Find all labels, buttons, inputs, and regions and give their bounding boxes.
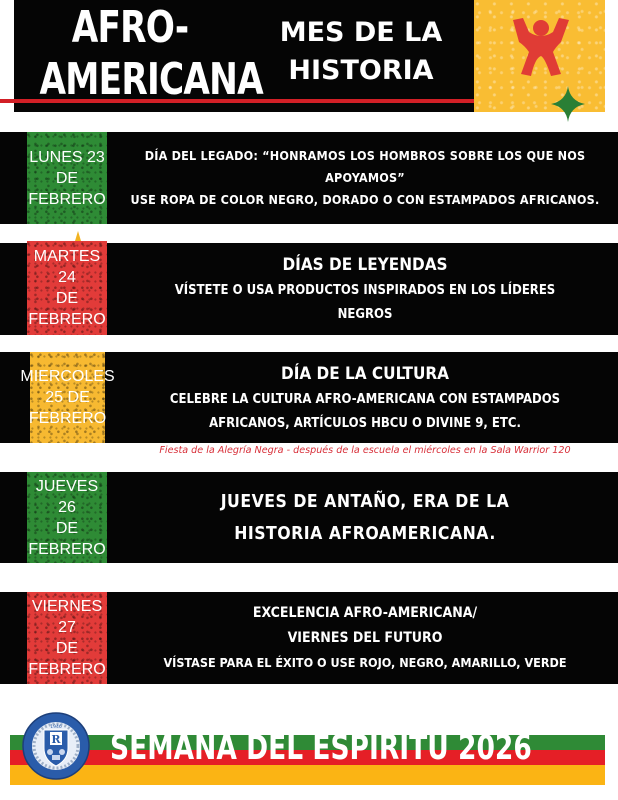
date-box-wednesday: [20, 352, 115, 443]
four-point-star-icon: [551, 86, 585, 122]
date-line: VIERNES 27: [31, 598, 103, 636]
logo-year: 1946: [50, 725, 62, 730]
date-box-friday: [27, 592, 107, 684]
date-line: LUNES 23: [29, 148, 105, 166]
event-text: AFRICANOS, ARTÍCULOS HBCU O DIVINE 9, ETC.: [209, 415, 521, 431]
event-text: USE ROPA DE COLOR NEGRO, DORADO O CON ESTAMPADOS AFRICANOS.: [130, 192, 600, 207]
date-box-thursday: [27, 472, 107, 563]
event-title: EXCELENCIA AFRO-AMERICANA/: [252, 605, 478, 621]
date-line: MIERCOLES: [20, 368, 115, 385]
date-line: DE: [55, 640, 79, 657]
date-line: JUEVES 26: [35, 477, 99, 516]
date-box-tuesday: [27, 241, 107, 335]
event-note: Fiesta de la Alegría Negra - después de la escuela el miércoles en la Sala Warrior 120: [159, 445, 571, 456]
date-line: FEBRERO: [28, 190, 106, 208]
date-box-monday: [27, 132, 107, 224]
header-title-afroamericana: [39, 2, 263, 110]
event-text: CELEBRE LA CULTURA AFRO-AMERICANA CON ESTAMPADOS: [169, 391, 561, 407]
date-line: 25 DE: [45, 389, 90, 406]
event-friday: [112, 592, 618, 684]
footer-title: SEMANA DEL ESPÍRITU 2026: [110, 728, 532, 768]
school-crest-logo-icon: [22, 712, 90, 780]
event-title: DÍAS DE LEYENDAS: [282, 255, 448, 275]
person-arms-raised-icon: [505, 12, 571, 78]
date-line: FEBRERO: [28, 410, 107, 427]
event-monday: [112, 132, 618, 224]
event-text: VÍSTETE O USA PRODUCTOS INSPIRADOS EN LOS LÍDERES: [174, 283, 556, 298]
date-line: DE FEBRERO: [28, 519, 106, 558]
event-tuesday: [112, 243, 618, 335]
event-thursday: [112, 472, 618, 563]
event-title: HISTORIA AFROAMERICANA.: [234, 523, 496, 544]
date-line: MARTES 24: [33, 248, 101, 286]
date-line: FEBRERO: [28, 661, 106, 678]
event-text: DÍA DEL LEGADO: “HONRAMOS LOS HOMBROS SOBRE LOS QUE NOS: [144, 148, 586, 163]
event-text: VÍSTASE PARA EL ÉXITO O USE ROJO, NEGRO, AMARILLO, VERDE: [163, 655, 567, 670]
logo-letter: R: [51, 733, 61, 746]
header-subtitle-line-2: HISTORIA: [288, 55, 434, 86]
header-title-line-1: AFRO-: [71, 2, 189, 53]
header-title-mes-historia: [248, 14, 474, 94]
event-wednesday: [112, 352, 618, 443]
header-subtitle-line-1: MES DE LA: [279, 17, 443, 48]
date-line: DE FEBRERO: [28, 290, 106, 328]
event-title: VIERNES DEL FUTURO: [287, 630, 443, 646]
event-text: APOYAMOS”: [325, 170, 405, 185]
event-text: NEGROS: [337, 307, 393, 322]
header-title-line-2: AMERICANA: [39, 54, 263, 105]
date-line: DE: [55, 169, 79, 187]
decorative-triangle: [75, 231, 81, 241]
event-title: JUEVES DE ANTAÑO, ERA DE LA: [220, 491, 510, 512]
event-title: DÍA DE LA CULTURA: [281, 363, 449, 384]
